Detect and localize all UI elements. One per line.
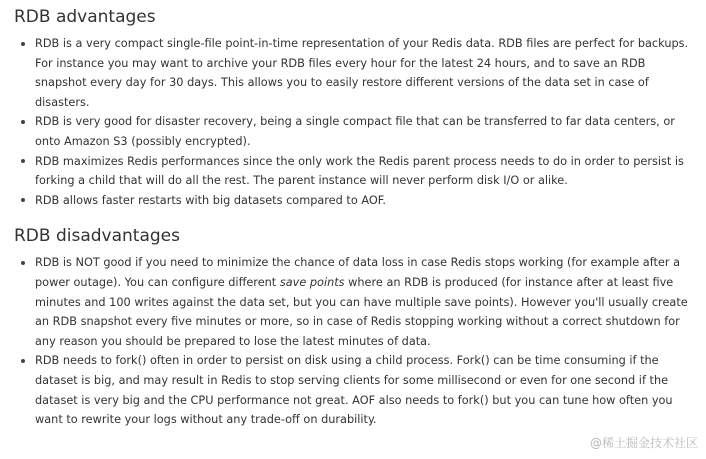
disadvantage-item-fork: RDB needs to fork() often in order to persist on disk using a child process. Fork() can be time consuming if the dataset is big, and may result in Redis to stop serving clients for some millisecond or even for one second if the dataset is very big and the CPU performance not great. AOF also needs to fork() but you can tune how often you want to rewrite your logs without any trade-off on durability. — [35, 351, 696, 429]
watermark-text: @稀土掘金技术社区 — [589, 436, 698, 450]
disadvantage-item-data-loss-text-end: where an RDB is produced (for instance after at least five minutes and 100 writes against the data set, but you can have multiple save points). However you'll usually create an RDB snapshot every five minutes or more, so in case of Redis stopping working without a correct shutdown for any reason you should be prepared to lose the latest minutes of data. — [35, 275, 688, 348]
advantages-list — [14, 34, 696, 210]
advantage-item-performance: RDB maximizes Redis performances since the only work the Redis parent process needs to do in order to persist is forking a child that will do all the rest. The parent instance will never perform disk I/O or alike. — [35, 152, 696, 191]
advantages-heading: RDB advantages — [14, 7, 156, 27]
disadvantages-list — [14, 253, 696, 429]
save-points-emphasis: save points — [279, 275, 345, 289]
advantage-item-fast-restarts: RDB allows faster restarts with big datasets compared to AOF. — [35, 191, 696, 211]
disadvantage-item-data-loss — [35, 253, 696, 351]
disadvantages-heading: RDB disadvantages — [14, 226, 180, 247]
advantage-item-disaster-recovery: RDB is very good for disaster recovery, being a single compact file that can be transferred to far data centers, or onto Amazon S3 (possibly encrypted). — [35, 112, 696, 151]
disadvantage-item-data-loss-text-start: RDB is NOT good if you need to minimize the chance of data loss in case Redis stops working (for example after a power outage). You can configure different — [35, 256, 681, 289]
advantage-item-snapshot: RDB is a very compact single-file point-in-time representation of your Redis data. RDB files are perfect for backups. For instance you may want to archive your RDB files every hour for the latest 24 hours, and to save an RDB snapshot every day for 30 days. This allows you to easily restore different versions of the data set in case of disasters. — [35, 34, 696, 112]
